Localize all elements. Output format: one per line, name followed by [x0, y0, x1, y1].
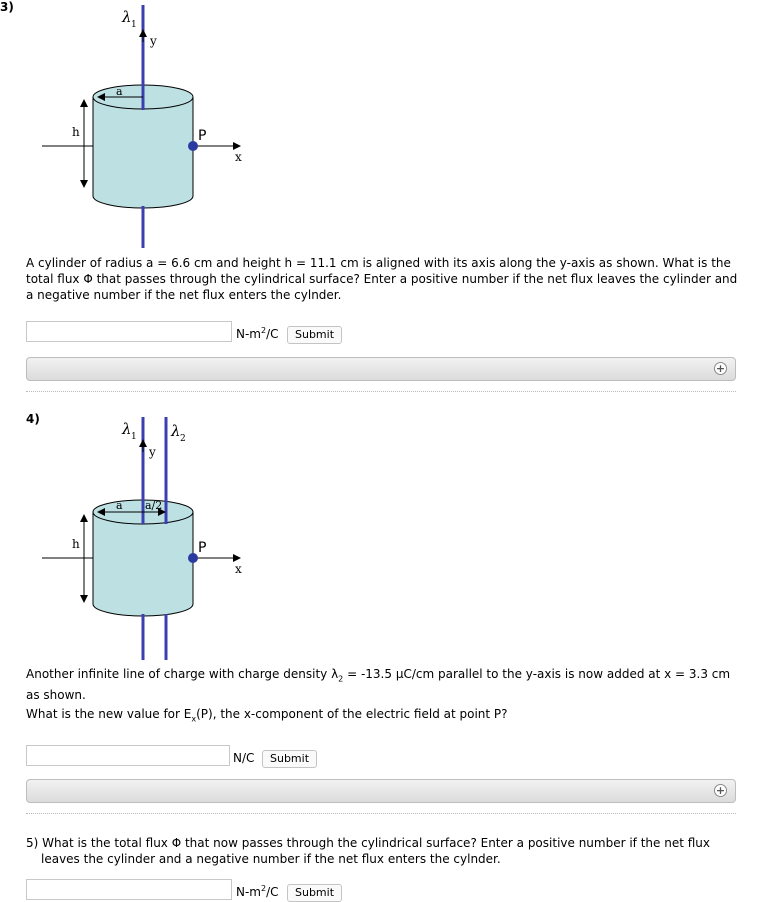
question-5-submit-button[interactable]: Submit: [287, 884, 342, 902]
point-p-label: P: [198, 128, 207, 144]
plus-circle-icon[interactable]: +: [715, 784, 726, 797]
x-axis-label: x: [235, 562, 242, 576]
question-4-text: Another infinite line of charge with charge density $\lambda_2 = -13.5$ μC/cm parallel to the y-axis is now added at x = 3.3 cm as shown.: [26, 667, 731, 703]
x-axis-label: x: [235, 150, 242, 164]
question-3-number: 3): [0, 0, 14, 14]
question-4-answer-input[interactable]: [26, 745, 230, 766]
radius-label: a: [116, 499, 123, 512]
point-p: [188, 553, 198, 563]
question-4-hint-bar[interactable]: [26, 779, 736, 803]
lambda2-label: λ: [171, 422, 181, 440]
lambda1-subscript: 1: [131, 432, 137, 442]
question-3-hint-bar[interactable]: [26, 357, 736, 381]
lambda1-subscript: 1: [131, 20, 137, 30]
question-5-answer-input[interactable]: [26, 879, 232, 900]
question-3-submit-button[interactable]: Submit: [287, 326, 342, 344]
question-4-question: What is the new value for $E_x(P)$, the x-component of the electric field at point P?: [26, 707, 508, 724]
question-3-figure: [30, 0, 270, 250]
plus-circle-icon[interactable]: +: [715, 362, 726, 375]
y-axis-label: y: [149, 445, 156, 459]
point-p: [188, 141, 198, 151]
question-3-text: A cylinder of radius a = 6.6 cm and height h = 11.1 cm is aligned with its axis along the y-axis as shown. What is the total flux Φ that passes through the cylindrical surface? Enter a positive number if the net flux leaves the cylinder and a negative number if the net flux enters the cylnder.: [26, 256, 738, 302]
question-4-figure: [30, 412, 270, 662]
question-3-answer-input[interactable]: [26, 321, 232, 342]
height-label: h: [72, 537, 80, 551]
divider: [26, 391, 736, 392]
question-4-submit-button[interactable]: Submit: [262, 750, 317, 768]
question-4-number: 4): [26, 412, 40, 426]
lambda2-subscript: 2: [180, 434, 186, 444]
y-axis-label: y: [150, 34, 157, 48]
question-3-unit: $N-m^2/C$: [236, 326, 279, 341]
lambda1-label: λ: [122, 420, 132, 438]
point-p-label: P: [198, 540, 207, 556]
lambda1-label: λ: [122, 8, 132, 26]
radius-label: a: [116, 85, 123, 98]
question-5-unit: $N-m^2/C$: [236, 884, 279, 899]
divider: [26, 813, 736, 814]
question-5-text: 5) What is the total flux Φ that now passes through the cylindrical surface? Enter a positive number if the net flux leaves the cylinder and a negative number if the net flux enters the cylnder.: [26, 836, 710, 866]
half-radius-label: a/2: [145, 499, 163, 512]
height-label: h: [72, 125, 80, 139]
question-4-unit: N/C: [233, 751, 255, 765]
